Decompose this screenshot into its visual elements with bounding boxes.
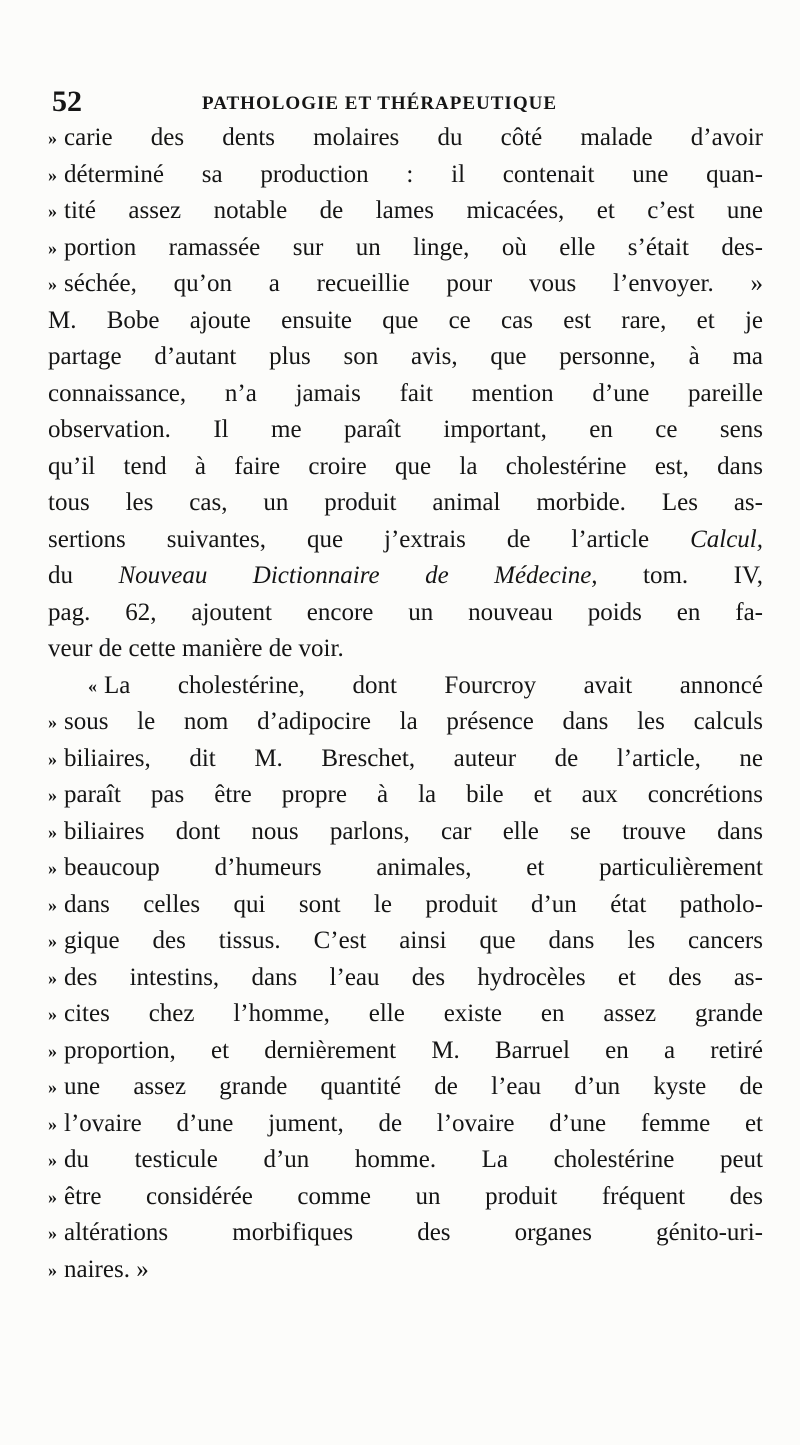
line-text: sertions suivantes, que j’extrais de l’article <box>48 525 650 553</box>
text-line <box>48 1252 763 1289</box>
text-line <box>48 303 763 340</box>
quote-mark: » <box>48 1186 57 1207</box>
quote-mark: » <box>48 894 57 915</box>
line-text: dans celles qui sont le produit d’un état patholo- <box>64 890 763 918</box>
quote-mark: » <box>48 967 57 988</box>
text-line <box>48 1106 763 1143</box>
quote-mark: » <box>48 1077 57 1097</box>
quote-mark: » <box>48 1004 57 1024</box>
text-line <box>48 266 763 303</box>
line-text: gique des tissus. C’est ainsi que dans les cancers <box>64 927 763 954</box>
quote-mark: » <box>48 1040 57 1061</box>
line-text: du testicule d’un homme. La cholestérine peut <box>64 1146 763 1173</box>
text-line <box>48 668 763 705</box>
text-line <box>48 1179 763 1216</box>
body-text <box>48 120 763 1288</box>
text-line <box>48 631 763 668</box>
quote-mark: » <box>48 931 57 951</box>
text-line <box>48 412 763 449</box>
text-line <box>48 449 763 486</box>
text-line <box>48 230 763 267</box>
line-text: être considérée comme un produit fréquent des <box>64 1182 763 1210</box>
line-text: altérations morbifiques des organes génito-uri- <box>64 1219 763 1246</box>
text-line <box>48 887 763 924</box>
text-line <box>48 741 763 778</box>
line-text: tous les cas, un produit animal morbide. Les as- <box>48 489 763 516</box>
line-text: qu’il tend à faire croire que la cholestérine est, dans <box>48 452 763 480</box>
quote-mark: » <box>48 785 57 805</box>
quote-mark: » <box>48 1113 57 1134</box>
line-text: M. Bobe ajoute ensuite que ce cas est rare, et je <box>48 306 763 334</box>
line-text: portion ramassée sur un linge, où elle s’était des- <box>64 233 763 261</box>
line-text: déterminé sa production : il contenait une quan- <box>64 160 763 188</box>
italic-calcul: Calcul, <box>690 525 763 553</box>
text-line <box>48 376 763 413</box>
line-text: séchée, qu’on a recueillie pour vous l’envoyer. » <box>64 270 763 297</box>
line-text: carie des dents molaires du côté malade d’avoir <box>64 124 763 151</box>
quote-mark: » <box>48 858 57 878</box>
line-text: connaissance, n’a jamais fait mention d’une pareille <box>48 379 763 407</box>
line-text: partage d’autant plus son avis, que personne, à ma <box>48 343 763 370</box>
quote-mark: » <box>48 748 57 769</box>
text-line <box>48 1215 763 1252</box>
text-line <box>48 814 763 851</box>
line-text: beaucoup d’humeurs animales, et particulièrement <box>64 854 763 881</box>
text-line <box>48 120 763 157</box>
quote-mark: » <box>48 1150 57 1170</box>
text-line <box>48 339 763 376</box>
text-line <box>48 193 763 230</box>
running-title: PATHOLOGIE ET THÉRAPEUTIQUE <box>202 93 558 114</box>
line-text: biliaires, dit M. Breschet, auteur de l’article, ne <box>64 744 763 772</box>
italic-dictionary-title: Nouveau Dictionnaire de Médecine, <box>118 562 598 589</box>
text-line <box>48 1069 763 1106</box>
line-text: des intestins, dans l’eau des hydrocèles et des as- <box>64 963 763 991</box>
quote-mark: » <box>48 274 57 294</box>
text-line <box>48 522 763 559</box>
text-line <box>48 1033 763 1070</box>
text-line <box>48 485 763 522</box>
quote-mark: » <box>48 821 57 842</box>
line-text: observation. Il me paraît important, en ce sens <box>48 416 763 443</box>
line-text: du <box>48 562 73 589</box>
text-line <box>48 595 763 632</box>
text-line <box>48 850 763 887</box>
text-line <box>48 996 763 1033</box>
text-line <box>48 960 763 997</box>
line-text: biliaires dont nous parlons, car elle se trouve dans <box>64 817 763 845</box>
line-text: veur de cette manière de voir. <box>48 635 344 662</box>
text-line <box>48 704 763 741</box>
line-text: pag. 62, ajoutent encore un nouveau poids en fa- <box>48 598 763 626</box>
line-text: une assez grande quantité de l’eau d’un kyste de <box>64 1073 763 1100</box>
quote-mark: « <box>88 675 97 696</box>
quote-mark: » <box>48 201 57 221</box>
line-text: paraît pas être propre à la bile et aux concrétions <box>64 781 763 808</box>
quote-mark: » <box>48 712 57 732</box>
line-text: sous le nom d’adipocire la présence dans les calculs <box>64 708 763 735</box>
quote-mark: » <box>48 128 57 148</box>
text-line <box>48 558 763 595</box>
volume-ref: tom. IV, <box>643 562 763 589</box>
line-text: cites chez l’homme, elle existe en assez grande <box>64 1000 763 1027</box>
text-line <box>48 157 763 194</box>
line-text: naires. » <box>64 1255 149 1283</box>
line-text: proportion, et dernièrement M. Barruel en a retiré <box>64 1036 763 1064</box>
quote-mark: » <box>48 164 57 185</box>
quote-mark: » <box>48 1223 57 1243</box>
page-header <box>52 84 772 124</box>
text-line <box>48 777 763 814</box>
quote-mark: » <box>48 237 57 258</box>
line-text: La cholestérine, dont Fourcroy avait annoncé <box>104 671 763 699</box>
line-text: tité assez notable de lames micacées, et c’est une <box>64 197 763 224</box>
text-line <box>48 1142 763 1179</box>
quote-mark: » <box>48 1259 57 1280</box>
line-text: l’ovaire d’une jument, de l’ovaire d’une femme et <box>64 1109 763 1137</box>
text-line <box>48 923 763 960</box>
page-number: 52 <box>52 85 82 118</box>
